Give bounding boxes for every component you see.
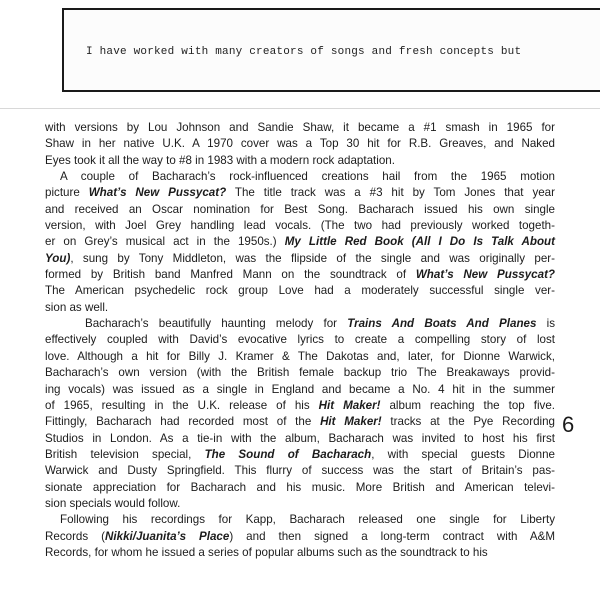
text-run: picture (45, 186, 89, 200)
text-run: The title track was a #3 hit by Tom Jones that year (226, 186, 555, 200)
text-run: Records ( (45, 529, 106, 543)
text-line (45, 316, 555, 332)
work-title: Trains And Boats And Planes (347, 317, 537, 331)
text-line (45, 431, 555, 447)
text-run: Bacharach’s beautifully haunting melody for (85, 317, 348, 331)
text-line (45, 169, 555, 185)
text-run: sion specials would follow. (45, 496, 181, 510)
page-number: 6 (562, 412, 575, 437)
text-run: , with special guests Dionne (371, 447, 555, 461)
text-run: version, with Joel Grey handling lead vocals. (The two had previously worked togeth- (45, 219, 555, 233)
text-run: Records, for whom he issued a series of popular albums such as the soundtrack to his (45, 545, 488, 559)
text-run: Warwick and Dusty Springfield. This flurry of success was the start of Britain’s pas- (45, 464, 555, 478)
text-run: is (536, 317, 555, 331)
text-line (45, 529, 555, 545)
text-run: Shaw in her native U.K. A 1970 cover was a Top 30 hit for R.B. Greaves, and Naked (45, 137, 555, 151)
text-run: album reaching the top five. (380, 398, 555, 412)
text-run: effectively coupled with David’s evocative lyrics to create a compelling story of lost (45, 333, 555, 347)
text-line (45, 153, 555, 169)
text-line (45, 349, 555, 365)
text-line (45, 480, 555, 496)
text-run: formed by British band Manfred Mann on the soundtrack of (45, 268, 416, 282)
text-run: sion as well. (45, 300, 109, 314)
text-run: British television special, (45, 447, 205, 461)
text-line (45, 120, 555, 136)
article-body (45, 120, 555, 561)
text-line (45, 414, 555, 430)
paragraph-p4 (45, 512, 555, 561)
text-run: , sung by Tony Middleton, was the flipside of the single and was originally per- (70, 251, 555, 265)
work-title: Hit Maker! (318, 398, 381, 412)
text-line (45, 332, 555, 348)
text-run: Bacharach’s own version (with the British female backup trio The Breakaways provid- (45, 366, 555, 380)
text-line (45, 382, 555, 398)
text-line (45, 267, 555, 283)
work-title: The Sound of Bacharach (204, 447, 372, 461)
text-run: love. Although a hit for Billy J. Kramer & The Dakotas and, later, for Dionne Warwick, (45, 349, 555, 363)
pull-quote-text: I have worked with many creators of songs and fresh concepts but (86, 46, 522, 58)
work-title: What’s New Pussycat? (88, 186, 227, 200)
text-line (45, 218, 555, 234)
text-run: with versions by Lou Johnson and Sandie Shaw, it became a #1 smash in 1965 for (45, 121, 555, 134)
text-run: ing vocals) was issued as a single in England and became a No. 4 hit in the summer (45, 382, 555, 396)
paragraph-p2 (45, 169, 555, 316)
text-line (45, 496, 555, 512)
paragraph-p3 (45, 316, 555, 512)
text-line (45, 512, 555, 528)
text-line (45, 136, 555, 152)
text-line (45, 463, 555, 479)
text-run: er on Grey’s musical act in the 1950s.) (45, 235, 285, 249)
text-line (45, 234, 555, 250)
text-run: Studios in London. As a tie-in with the album, Bacharach was invited to host his first (45, 431, 555, 445)
text-run: The American psychedelic rock group Love had a moderately successful single ver- (45, 284, 555, 298)
text-run: sionate appreciation for Bacharach and his music. More British and American televi- (45, 480, 555, 494)
work-title: What’s New Pussycat? (415, 268, 556, 282)
text-line (45, 365, 555, 381)
text-line (45, 202, 555, 218)
text-line (45, 300, 555, 316)
paragraph-p1 (45, 120, 555, 169)
work-title: You) (45, 251, 71, 265)
text-line (45, 545, 555, 561)
work-title: Hit Maker! (320, 415, 382, 429)
text-run: ) and then signed a long-term contract with A&M (229, 529, 555, 543)
text-line (45, 283, 555, 299)
work-title: Nikki/Juanita’s Place (105, 529, 230, 543)
work-title: My Little Red Book (All I Do Is Talk About (284, 235, 555, 249)
text-run: Fittingly, Bacharach had recorded most of the (45, 415, 321, 429)
text-line (45, 398, 555, 414)
text-line (45, 185, 555, 201)
text-run: Following his recordings for Kapp, Bacharach released one single for Liberty (60, 513, 555, 527)
text-line (45, 251, 555, 267)
pull-quote-box (62, 8, 600, 92)
text-run: tracks at the Pye Recording (381, 415, 555, 429)
section-divider (0, 108, 600, 109)
text-run: of 1965, resulting in the U.K. release of his (45, 398, 319, 412)
text-run: A couple of Bacharach’s rock-influenced creations hail from the 1965 motion (60, 170, 555, 184)
text-line (45, 447, 555, 463)
text-run: and received an Oscar nomination for Best Song. Bacharach issued his own single (45, 202, 555, 216)
text-run: Eyes took it all the way to #8 in 1983 with a modern rock adaptation. (45, 153, 395, 167)
